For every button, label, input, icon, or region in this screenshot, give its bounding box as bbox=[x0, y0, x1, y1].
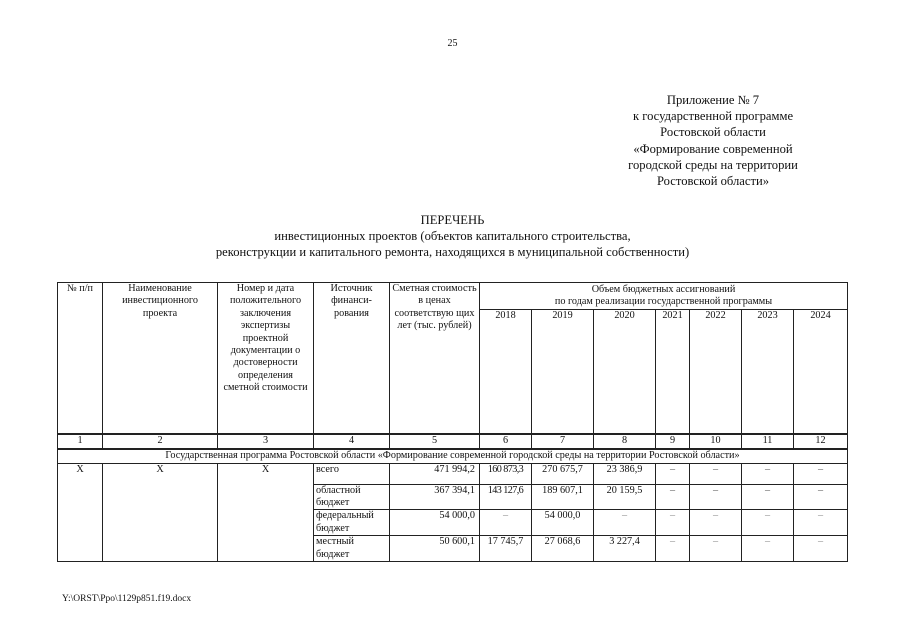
header-row bbox=[58, 283, 848, 310]
program-row bbox=[58, 449, 848, 464]
annex-line: Ростовской области bbox=[660, 125, 766, 140]
budget-2021-cell: – bbox=[656, 536, 690, 562]
header-year: 2019 bbox=[532, 310, 594, 434]
header-year: 2024 bbox=[794, 310, 848, 434]
budget-2018-cell: 160 873,3 bbox=[480, 463, 532, 484]
budget-2022-cell: – bbox=[690, 484, 742, 510]
column-number: 1 bbox=[58, 434, 103, 449]
budget-2023-cell: – bbox=[742, 463, 794, 484]
column-number: 5 bbox=[390, 434, 480, 449]
column-number: 4 bbox=[314, 434, 390, 449]
budget-2023-cell: – bbox=[742, 484, 794, 510]
budget-2022-cell: – bbox=[690, 463, 742, 484]
budget-2018-cell: 143 127,6 bbox=[480, 484, 532, 510]
header-num: № п/п bbox=[58, 283, 103, 434]
header-volume-line: по годам реализации государственной программы bbox=[554, 296, 773, 307]
budget-2022-cell: – bbox=[690, 510, 742, 536]
header-expert-conclusion: Номер и дата положительного заключения экспертизы проектной документации о достоверности определения сметной стоимости bbox=[218, 283, 314, 434]
estimated-cost-cell: 50 600,1 bbox=[390, 536, 480, 562]
annex-line: Приложение № 7 bbox=[666, 93, 760, 107]
estimated-cost-cell: 471 994,2 bbox=[390, 463, 480, 484]
budget-2020-cell: 23 386,9 bbox=[594, 463, 656, 484]
column-number: 8 bbox=[594, 434, 656, 449]
column-number: 10 bbox=[690, 434, 742, 449]
budget-2021-cell: – bbox=[656, 463, 690, 484]
page-number: 25 bbox=[447, 38, 458, 49]
row-number-mark: Х bbox=[58, 463, 103, 561]
budget-2020-cell: 3 227,4 bbox=[594, 536, 656, 562]
budget-2024-cell: – bbox=[794, 463, 848, 484]
header-funding-source: Источник финанси-рования bbox=[314, 283, 390, 434]
budget-2023-cell: – bbox=[742, 510, 794, 536]
column-number: 2 bbox=[103, 434, 218, 449]
budget-2024-cell: – bbox=[794, 510, 848, 536]
title-line: инвестиционных проектов (объектов капитального строительства, bbox=[274, 229, 631, 243]
budget-2018-cell: – bbox=[480, 510, 532, 536]
header-year: 2020 bbox=[594, 310, 656, 434]
annex-line: городской среды на территории bbox=[628, 157, 798, 172]
funding-source-cell: всего bbox=[314, 463, 390, 484]
file-path-footer: Y:\ORST\Ppo\1129p851.f19.docx bbox=[62, 594, 192, 604]
header-volume-line: Объем бюджетных ассигнований bbox=[591, 283, 736, 295]
funding-source-cell: областной бюджет bbox=[314, 484, 390, 510]
document-title bbox=[0, 212, 905, 260]
header-estimated-cost: Сметная стоимость в ценах соответствую щих лет (тыс. рублей) bbox=[390, 283, 480, 434]
header-year: 2023 bbox=[742, 310, 794, 434]
budget-2021-cell: – bbox=[656, 510, 690, 536]
estimated-cost-cell: 54 000,0 bbox=[390, 510, 480, 536]
funding-source-cell: федеральный бюджет bbox=[314, 510, 390, 536]
budget-2019-cell: 27 068,6 bbox=[532, 536, 594, 562]
estimated-cost-cell: 367 394,1 bbox=[390, 484, 480, 510]
budget-2024-cell: – bbox=[794, 536, 848, 562]
column-number: 11 bbox=[742, 434, 794, 449]
annex-block bbox=[583, 92, 843, 189]
funding-source-cell: местный бюджет bbox=[314, 536, 390, 562]
program-name: Государственная программа Ростовской области «Формирование современной городской среды на территории Ростовской области» bbox=[58, 449, 848, 464]
title-heading: ПЕРЕЧЕНЬ bbox=[420, 213, 485, 227]
column-number: 9 bbox=[656, 434, 690, 449]
column-number: 3 bbox=[218, 434, 314, 449]
budget-2021-cell: – bbox=[656, 484, 690, 510]
budget-2020-cell: – bbox=[594, 510, 656, 536]
column-number: 7 bbox=[532, 434, 594, 449]
budget-2018-cell: 17 745,7 bbox=[480, 536, 532, 562]
budget-2022-cell: – bbox=[690, 536, 742, 562]
annex-line: к государственной программе bbox=[632, 109, 794, 124]
header-year: 2018 bbox=[480, 310, 532, 434]
budget-2024-cell: – bbox=[794, 484, 848, 510]
column-number-row bbox=[58, 434, 848, 449]
header-year: 2021 bbox=[656, 310, 690, 434]
budget-2019-cell: 270 675,7 bbox=[532, 463, 594, 484]
budget-2023-cell: – bbox=[742, 536, 794, 562]
header-project-name: Наименование инвестиционного проекта bbox=[103, 283, 218, 434]
header-year: 2022 bbox=[690, 310, 742, 434]
budget-2020-cell: 20 159,5 bbox=[594, 484, 656, 510]
table-row bbox=[58, 463, 848, 484]
annex-line: Ростовской области» bbox=[656, 174, 770, 189]
title-line: реконструкции и капитального ремонта, находящихся в муниципальной собственности) bbox=[215, 245, 690, 259]
conclusion-mark: Х bbox=[218, 463, 314, 561]
budget-2019-cell: 189 607,1 bbox=[532, 484, 594, 510]
budget-2019-cell: 54 000,0 bbox=[532, 510, 594, 536]
column-number: 12 bbox=[794, 434, 848, 449]
project-name-mark: Х bbox=[103, 463, 218, 561]
investment-projects-table bbox=[57, 282, 848, 562]
annex-line: «Формирование современной bbox=[633, 141, 793, 156]
column-number: 6 bbox=[480, 434, 532, 449]
header-budget-volume bbox=[480, 283, 848, 310]
